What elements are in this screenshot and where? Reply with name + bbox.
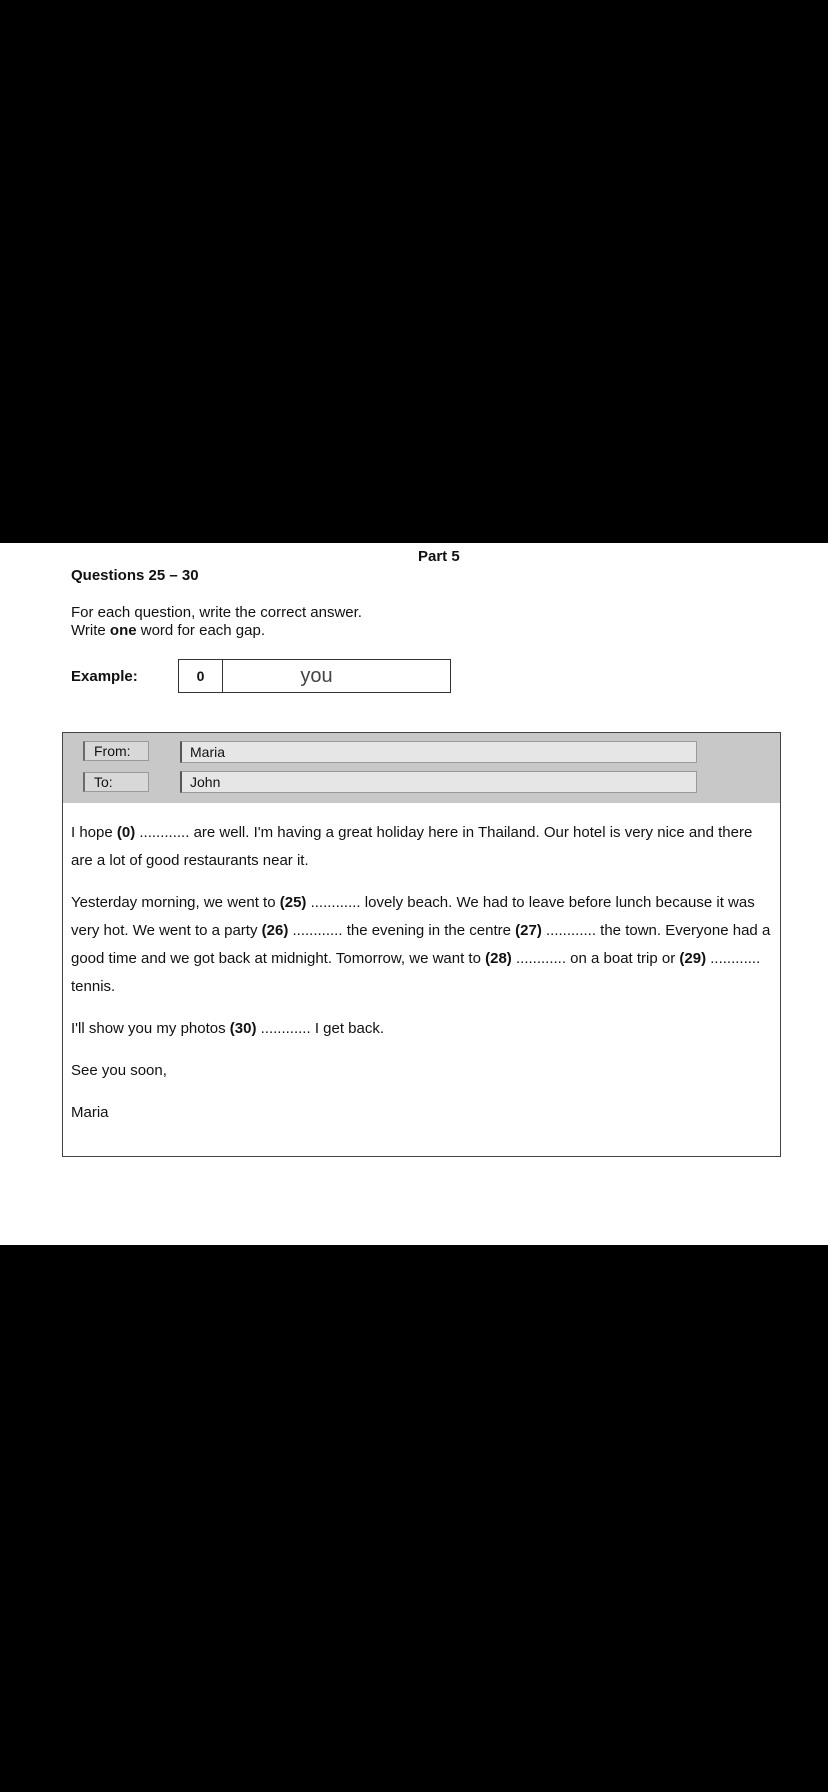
example-number: 0 — [179, 660, 223, 692]
instruction-text: Write — [71, 622, 110, 639]
text: ............ are well. I'm having a great holiday here in Thailand. Our hotel is very nice and there are a lot of good restaurants near it. — [71, 824, 753, 869]
to-field: John — [180, 771, 697, 793]
part-title: Part 5 — [418, 548, 460, 565]
from-label: From: — [83, 741, 149, 761]
email-closing: See you soon, — [71, 1062, 167, 1079]
questions-title: Questions 25 – 30 — [71, 567, 199, 584]
text: ............ lovely beach. We had to leave before lunch because it was very hot. We went to a party — [71, 894, 755, 939]
email-paragraph-2 — [71, 889, 771, 1001]
gap-27: (27) — [515, 922, 542, 939]
email-box — [62, 732, 781, 1157]
example-answer: you — [300, 664, 333, 687]
gap-25: (25) — [279, 894, 307, 911]
example-label: Example: — [71, 668, 138, 685]
email-body — [71, 819, 771, 1141]
text: ............ the evening in the centre — [288, 922, 516, 939]
email-signature: Maria — [71, 1104, 109, 1121]
instruction-line-1: For each question, write the correct answer. — [71, 604, 362, 621]
text: ............ the town. Everyone had a good time and we got back at midnight. Tomorrow, we want to — [71, 922, 771, 967]
email-header — [63, 733, 780, 803]
text: ............ on a boat trip or — [511, 950, 680, 967]
top-black-area — [0, 0, 828, 543]
from-field: Maria — [180, 741, 697, 763]
gap-29: (29) — [679, 950, 707, 967]
gap-30: (30) — [229, 1020, 257, 1037]
instruction-text: word for each gap. — [136, 622, 265, 639]
example-box — [178, 659, 451, 693]
worksheet-page — [0, 543, 828, 1245]
text: ............ I get back. — [256, 1020, 385, 1037]
instruction-line-2 — [71, 622, 362, 640]
instructions — [71, 604, 362, 640]
email-paragraph-1 — [71, 819, 771, 875]
gap-0: (0) — [116, 824, 136, 841]
text: I'll show you my photos — [71, 1020, 230, 1037]
text: ............ tennis. — [71, 950, 761, 995]
bottom-black-area — [0, 1245, 828, 1792]
instruction-emphasis: one — [109, 622, 137, 639]
email-paragraph-3 — [71, 1015, 771, 1043]
text: Yesterday morning, we went to — [71, 894, 280, 911]
gap-26: (26) — [261, 922, 289, 939]
to-label: To: — [83, 772, 149, 792]
text: I hope — [71, 824, 117, 841]
gap-28: (28) — [485, 950, 512, 967]
